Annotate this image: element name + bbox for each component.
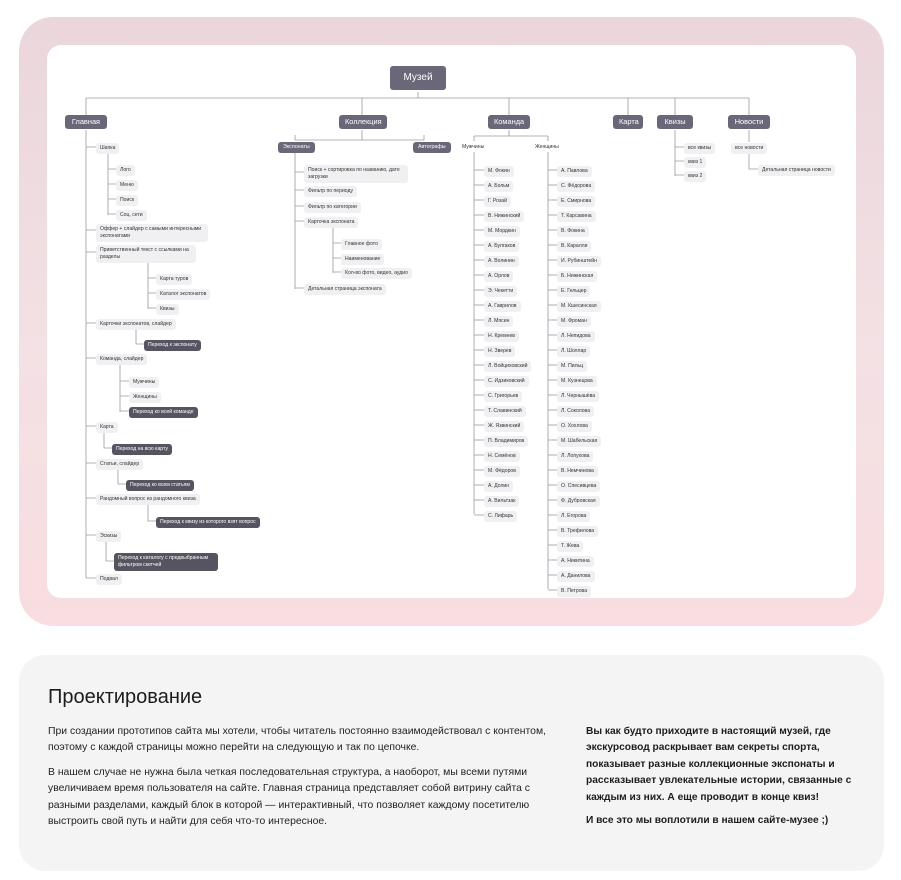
collection-autographs-node: Автографы (413, 142, 451, 153)
team-member: П. Владимиров (484, 436, 528, 447)
team-member: А. Гаврилов (484, 301, 521, 312)
main-team-node: Команда, слайдер (96, 354, 147, 365)
main-sketches-node: Эскизы (96, 531, 121, 542)
team-member: А. Орлов (484, 271, 513, 282)
team-member: Е. Гельцер (557, 286, 590, 297)
team-member: В. Фокина (557, 226, 589, 237)
main-catalog-node: Каталог экспонатов (156, 289, 210, 300)
team-member: Н. Семёнов (484, 451, 520, 462)
collection-category-node: Фильтр по категории (304, 202, 361, 213)
team-member: Т. Славинский (484, 406, 526, 417)
description-paragraph-1: При создании прототипов сайта мы хотели, чтобы читатель постоянно взаимодействовал с контентом, поэтому с каждой страницы можно перейти на следующую и так по цепочке. (48, 726, 546, 754)
team-member: А. Долин (484, 481, 513, 492)
team-member: Ф. Дубровская (557, 496, 600, 507)
team-member: Л. Егорова (557, 511, 590, 522)
team-member: Л. Шоллар (557, 346, 590, 357)
main-welcome-node: Приветственный текст с ссылками на разделы (96, 245, 196, 263)
team-member: Н. Кремнев (484, 331, 519, 342)
team-member: В. Немчинова (557, 466, 598, 477)
team-member: М. Фроман (557, 316, 591, 327)
team-member: А. Волинин (484, 256, 519, 267)
team-member: Ж. Язвинский (484, 421, 524, 432)
team-member: Т. Жева (557, 541, 583, 552)
team-member: М. Фокин (484, 166, 514, 177)
team-member: В. Каралли (557, 241, 591, 252)
team-member: Е. Смирнова (557, 196, 595, 207)
team-member: С. Григорьев (484, 391, 522, 402)
main-offer-node: Оффер + слайдер с самыми интересными экспонатами (96, 224, 208, 242)
team-member: Б. Нижинская (557, 271, 597, 282)
team-member: С. Идзиковский (484, 376, 529, 387)
team-member: М. Фёдоров (484, 466, 520, 477)
header-map: Карта (613, 115, 643, 129)
header-news: Новости (728, 115, 770, 129)
main-header-node: Шапка (96, 143, 119, 154)
main-men-node: Мужчины (129, 377, 159, 388)
main-cards-node: Карточки экспонатов, слайдер (96, 319, 176, 330)
team-men-label: Мужчины (462, 144, 485, 150)
team-member: Л. Чернышёва (557, 391, 599, 402)
team-member: Л. Соколова (557, 406, 594, 417)
team-member: Л. Мясин (484, 316, 513, 327)
team-member: М. Кузнецова (557, 376, 597, 387)
team-member: Н. Зверев (484, 346, 515, 357)
collection-photo-node: Главное фото (341, 239, 382, 250)
main-articles-link: Переход ко всем статьям (126, 480, 194, 491)
main-tours-node: Карта туров (156, 274, 192, 285)
collection-name-node: Наименование (341, 254, 384, 265)
team-member: Л. Непидова (557, 331, 595, 342)
collection-detail-node: Детальная страница экспоната (304, 284, 386, 295)
team-member: В. Нижинский (484, 211, 524, 222)
team-member: Э. Чекетти (484, 286, 517, 297)
team-member: М. Мордкин (484, 226, 520, 237)
team-member: И. Рубинштейн (557, 256, 601, 267)
quiz-2-node: квиз 2 (684, 171, 706, 182)
team-member: А. Никитина (557, 556, 594, 567)
team-member: А. Данилова (557, 571, 595, 582)
main-sketches-link: Переход к каталогу с предвыбранным фильтром скетчей (114, 553, 218, 571)
team-member: А. Павлова (557, 166, 592, 177)
header-collection: Коллекция (339, 115, 387, 129)
main-women-node: Женщины (129, 392, 161, 403)
team-member: О. Хохлова (557, 421, 592, 432)
team-member: В. Петрова (557, 586, 591, 597)
team-women-label: Женщины (535, 144, 559, 150)
header-team: Команда (488, 115, 530, 129)
main-articles-node: Статьи, слайдер (96, 459, 143, 470)
team-member: Л. Лопухова (557, 451, 593, 462)
collection-exhibits-node: Экспонаты (278, 142, 315, 153)
collection-period-node: Фильтр по периоду (304, 186, 357, 197)
team-member: Т. Карсавина (557, 211, 596, 222)
team-member: Л. Войциховский (484, 361, 531, 372)
main-search-node: Поиск (116, 195, 138, 206)
team-member: В. Трефилова (557, 526, 598, 537)
team-member: М. Кшесинская (557, 301, 601, 312)
team-member: М. Шабельская (557, 436, 601, 447)
main-random-node: Рандомный вопрос из рандомного квиза (96, 494, 200, 505)
team-member: О. Спесивцева (557, 481, 600, 492)
news-all-node: все новости (731, 143, 767, 154)
header-quiz: Квизы (657, 115, 693, 129)
quiz-1-node: квиз 1 (684, 157, 706, 168)
main-logo-node: Лого (116, 165, 135, 176)
main-social-node: Соц. сети (116, 210, 147, 221)
news-detail-node: Детальная страница новости (758, 165, 835, 176)
main-random-link: Переход к квизу из которого взят вопрос (156, 517, 260, 528)
main-cards-link: Переход к экспонату (144, 340, 201, 351)
root-node: Музей (390, 66, 446, 90)
collection-search-node: Поиск + сортировка по названию, дате загрузки (304, 165, 408, 183)
main-footer-node: Подвал (96, 574, 122, 585)
header-main: Главная (65, 115, 107, 129)
main-menu-node: Меню (116, 180, 138, 191)
team-member: А. Булгаков (484, 241, 519, 252)
quiz-all-node: все квизы (684, 143, 715, 154)
team-member: А. Больм (484, 181, 513, 192)
main-map-link: Переход на всю карту (112, 444, 172, 455)
team-member: А. Вильтзак (484, 496, 519, 507)
highlight-paragraph-2: И все это мы воплотили в нашем сайте-музее ;) (586, 815, 829, 826)
collection-media-node: Кол-во фото, видео, аудио (341, 268, 412, 279)
team-member: Г. Розай (484, 196, 511, 207)
collection-card-node: Карточка экспоната (304, 217, 358, 228)
description-paragraph-2: В нашем случае не нужна была четкая последовательная структура, а наоборот, мы всеми путями увеличиваем время пользователя на сайте. Главная страница представляет собой витрину сайта с разными разделами, каждый блок в которой — интерактивный, что позволяет каждому посетителю выстроить свой путь и найти для себя что-то интересное. (48, 767, 530, 828)
main-team-link: Переход ко всей команде (129, 407, 198, 418)
main-map-node: Карта (96, 422, 118, 433)
highlight-paragraph-1: Вы как будто приходите в настоящий музей, где экскурсовод раскрывает вам секреты спорта, показывает разные коллекционные экспонаты и рассказывает увлекательные истории, связанные с каждым из них. А еще проводит в конце квиз! (586, 726, 852, 803)
team-member: С. Лифарь (484, 511, 517, 522)
main-quizzes-node: Квизы (156, 304, 179, 315)
team-member: С. Фёдорова (557, 181, 595, 192)
team-member: М. Пильц (557, 361, 587, 372)
section-title: Проектирование (48, 686, 203, 708)
